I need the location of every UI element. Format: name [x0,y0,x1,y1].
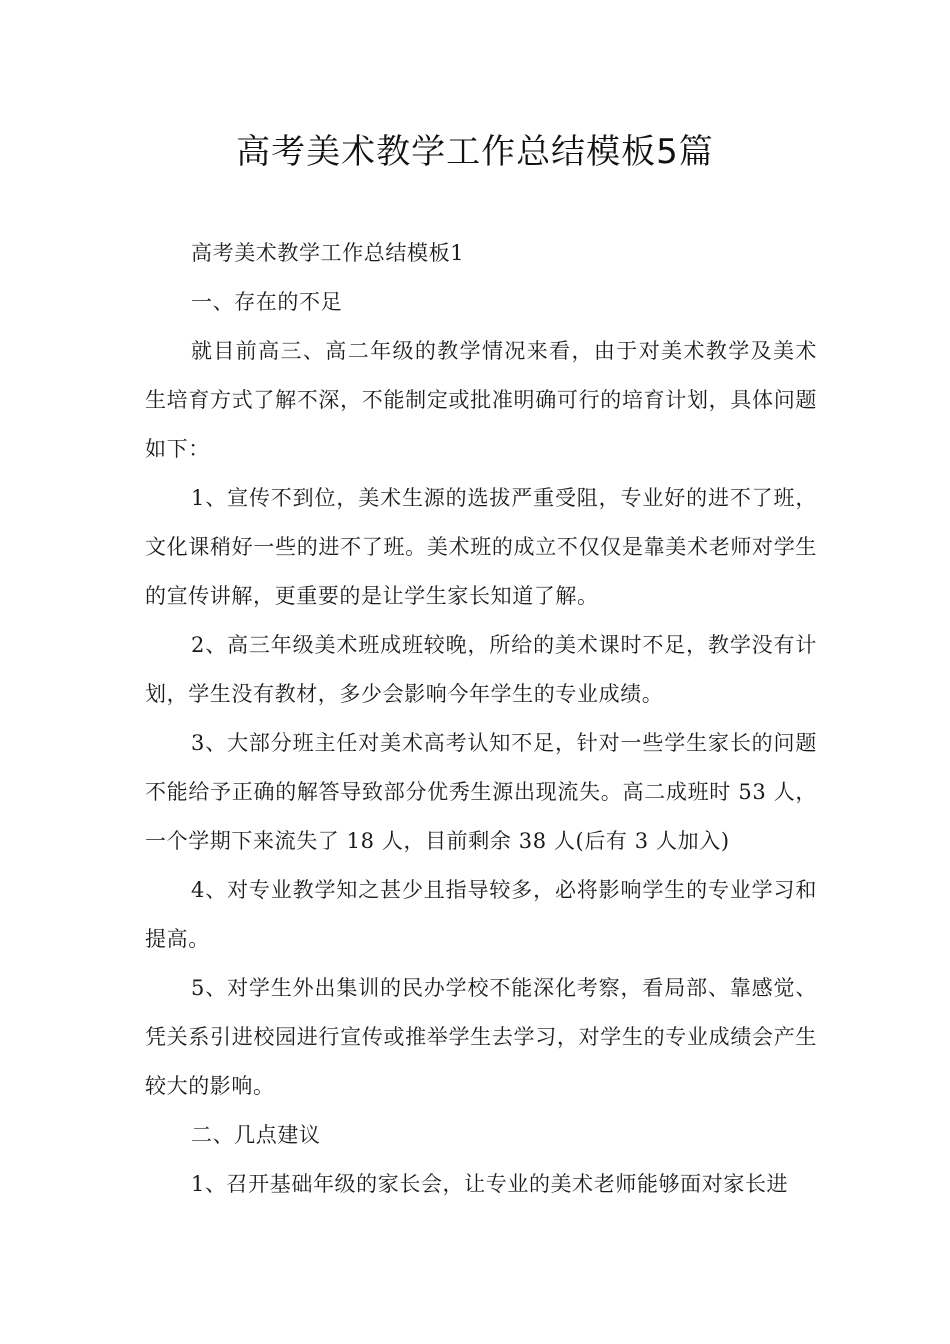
document-title: 高考美术教学工作总结模板5篇 [236,132,714,172]
paragraph: 3、大部分班主任对美术高考认知不足，针对一些学生家长的问题不能给予正确的解答导致部分优秀生源出现流失。高二成班时 53 人，一个学期下来流失了 18 人，目前剩余 38 人(后有 3 人加入) [145,731,817,853]
paragraph: 4、对专业教学知之甚少且指导较多，必将影响学生的专业学习和提高。 [145,878,817,951]
section-heading: 二、几点建议 [191,1123,321,1147]
document-subtitle: 高考美术教学工作总结模板1 [191,241,465,265]
document-body [145,229,817,1209]
paragraph: 就目前高三、高二年级的教学情况来看，由于对美术教学及美术生培育方式了解不深，不能制定或批准明确可行的培育计划，具体问题如下： [145,339,817,461]
paragraph: 1、宣传不到位，美术生源的选拔严重受阻，专业好的进不了班，文化课稍好一些的进不了班。美术班的成立不仅仅是靠美术老师对学生的宣传讲解，更重要的是让学生家长知道了解。 [145,486,817,608]
paragraph: 5、对学生外出集训的民办学校不能深化考察，看局部、靠感觉、凭关系引进校园进行宣传或推举学生去学习，对学生的专业成绩会产生较大的影响。 [145,976,817,1098]
paragraph: 1、召开基础年级的家长会，让专业的美术老师能够面对家长进 [191,1172,789,1196]
section-heading: 一、存在的不足 [191,290,343,314]
paragraph: 2、高三年级美术班成班较晚，所给的美术课时不足，教学没有计划，学生没有教材，多少会影响今年学生的专业成绩。 [145,633,817,706]
